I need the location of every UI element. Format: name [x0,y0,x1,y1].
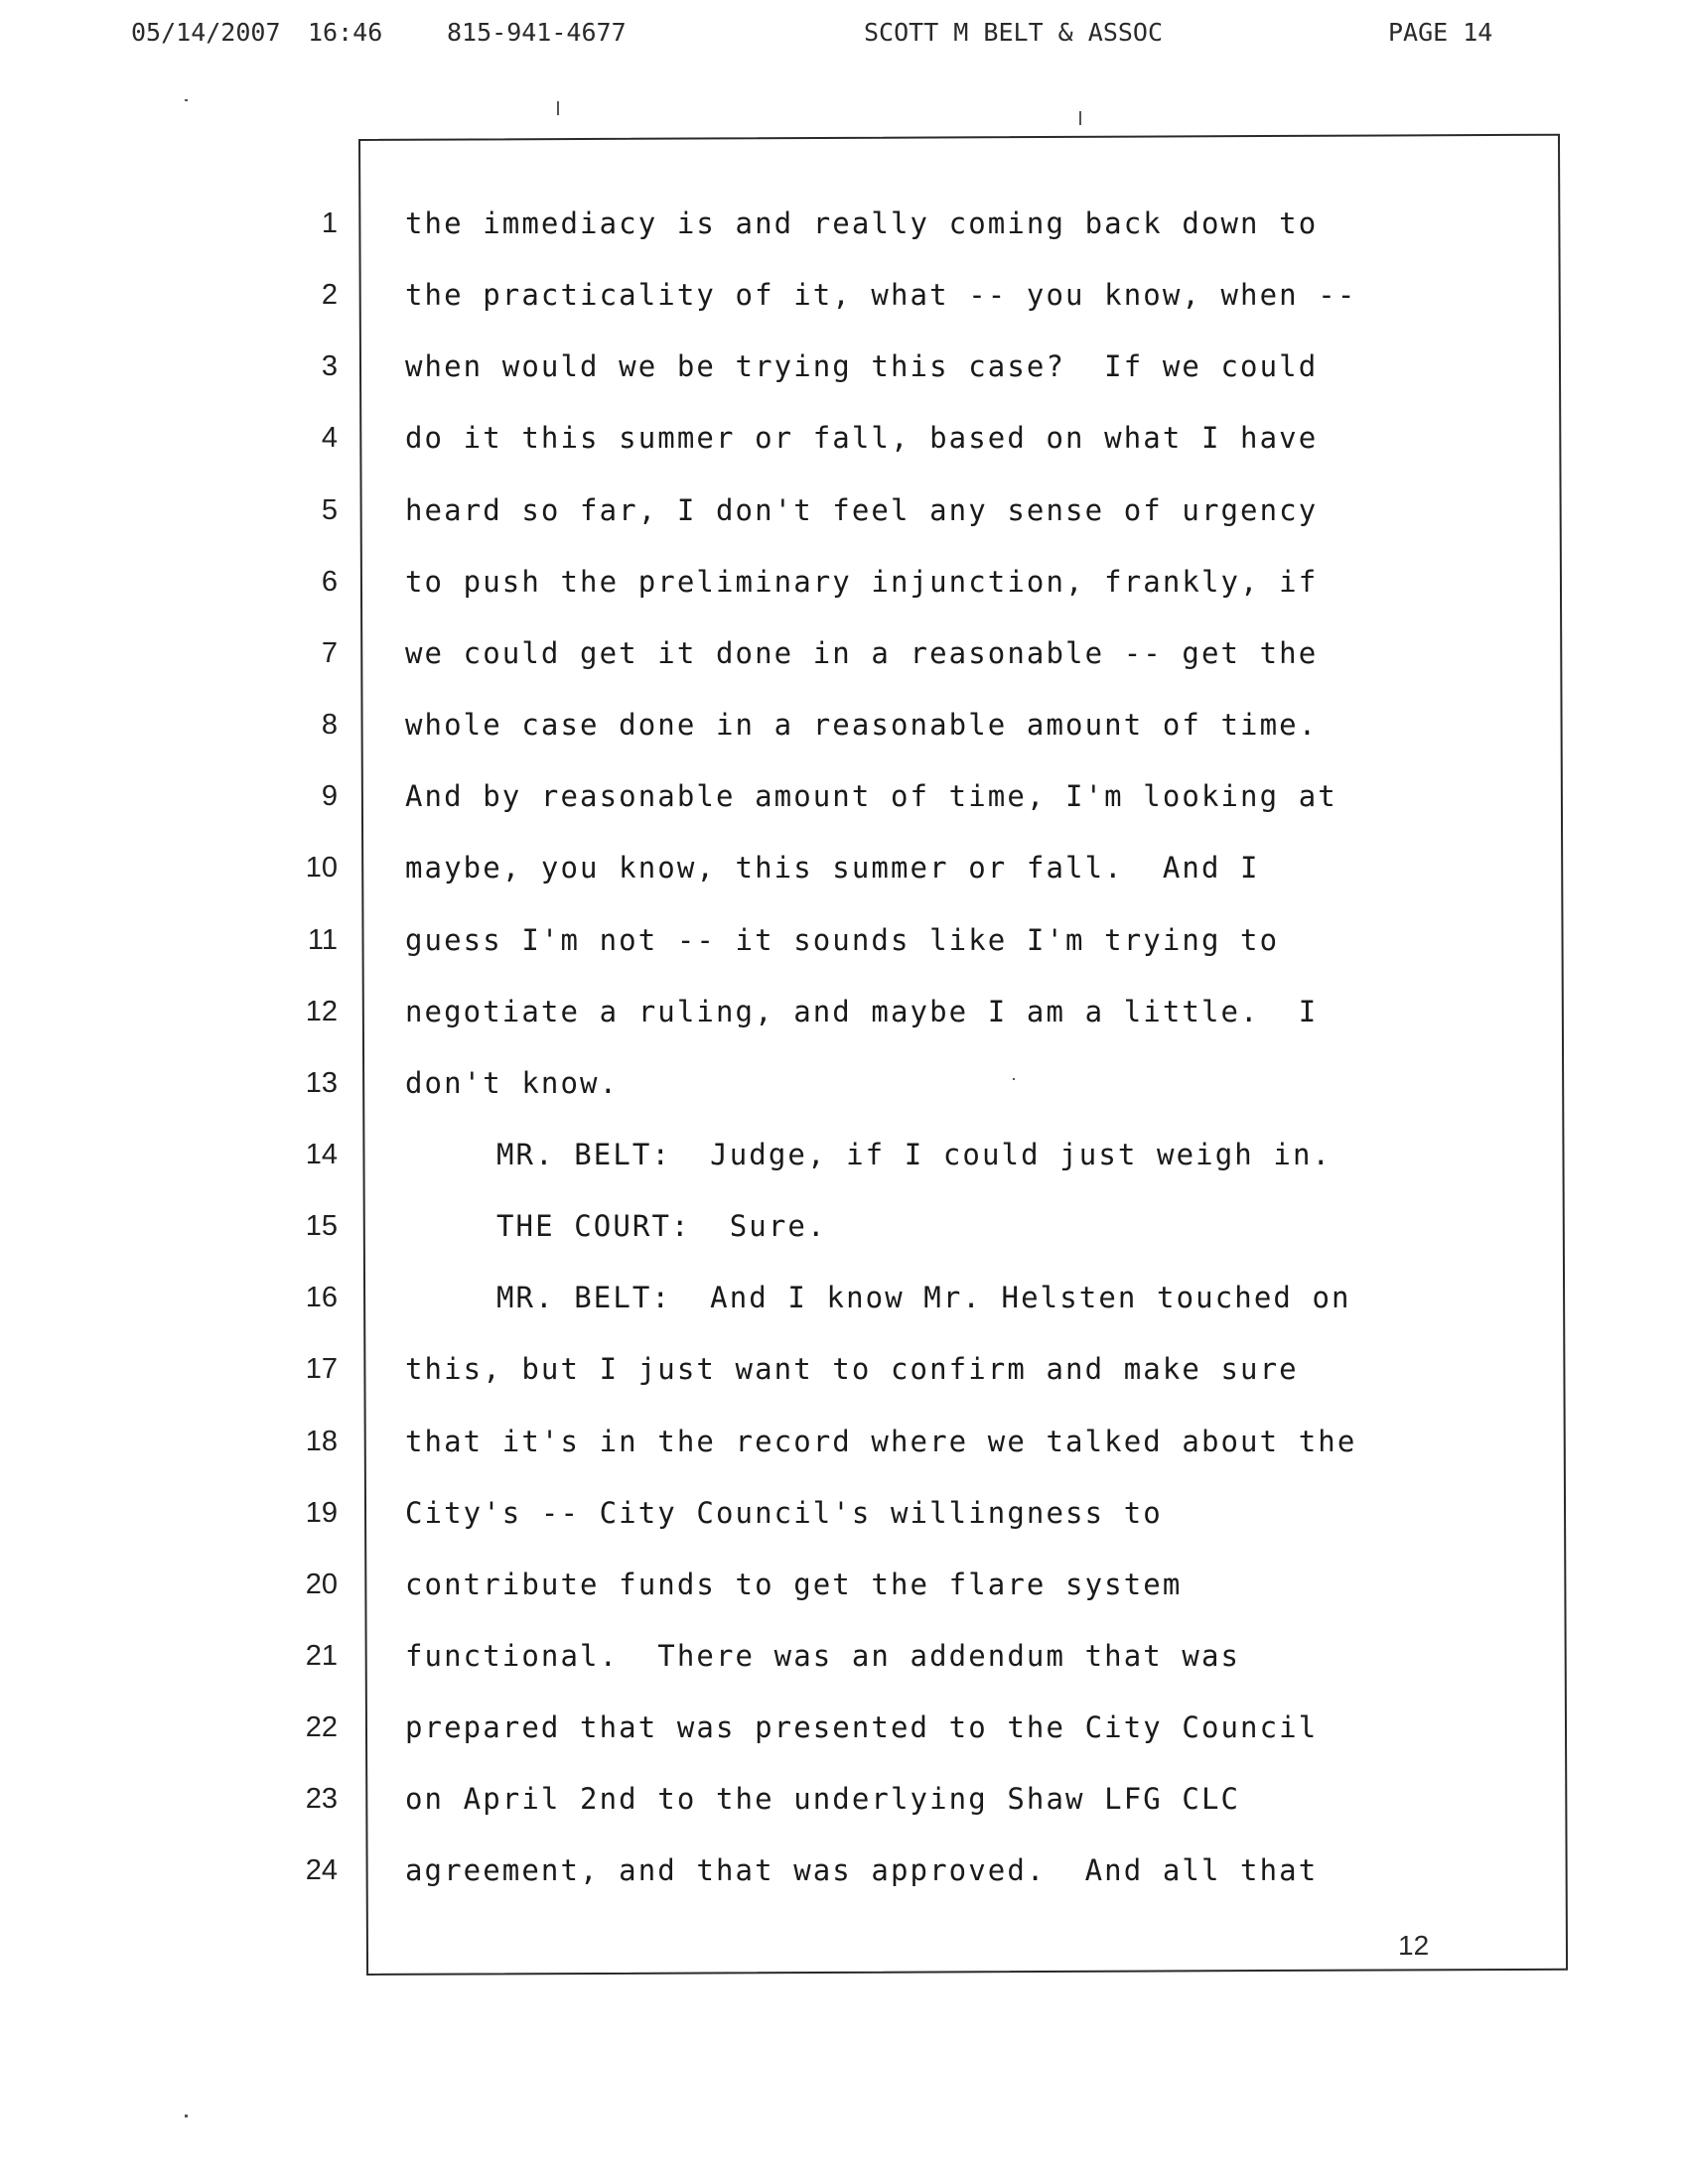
fax-header [0,18,1684,58]
line-number: 1 [321,207,338,239]
transcript-line: And by reasonable amount of time, I'm looking at [405,779,1337,814]
line-number: 24 [305,1854,338,1887]
transcript-page-frame [358,134,1568,1976]
transcript-line: MR. BELT: Judge, if I could just weigh in. [496,1137,1333,1171]
line-number: 10 [305,852,338,885]
fax-company: SCOTT M BELT & ASSOC [864,18,1164,47]
line-number: 19 [305,1496,338,1529]
line-number: 3 [321,350,338,383]
line-number: 6 [321,565,338,598]
line-number: 12 [305,995,338,1027]
transcript-line: City's -- City Council's willingness to [405,1495,1163,1530]
transcript-line: we could get it done in a reasonable -- get the [405,635,1319,670]
transcript-line: to push the preliminary injunction, frankly, if [405,564,1319,599]
line-number: 9 [321,780,338,813]
scan-speck [557,101,559,115]
line-number: 4 [321,422,338,455]
fax-time: 16:46 [308,18,383,47]
scan-speck [1079,111,1081,125]
line-number: 18 [305,1425,338,1457]
line-number: 5 [321,493,338,526]
line-number: 17 [305,1353,338,1386]
fax-date: 05/14/2007 [131,18,281,47]
transcript-line: guess I'm not -- it sounds like I'm trying to [405,922,1280,957]
transcript-page-number: 12 [1398,1930,1430,1961]
line-number: 11 [307,923,338,956]
line-number: 15 [305,1210,338,1243]
transcript-line: functional. There was an addendum that was [405,1639,1241,1673]
line-number: 13 [305,1066,338,1099]
scan-speck [185,99,188,101]
transcript-line: THE COURT: Sure. [496,1209,827,1244]
transcript-line: the immediacy is and really coming back down to [405,206,1319,240]
line-number: 22 [305,1711,338,1744]
transcript-line: this, but I just want to confirm and make sure [405,1352,1299,1387]
transcript-line: do it this summer or fall, based on what I have [405,421,1319,456]
line-number: 2 [321,279,338,312]
line-number: 21 [305,1640,338,1672]
line-number: 20 [305,1568,338,1600]
transcript-line: maybe, you know, this summer or fall. And I [405,851,1260,886]
transcript-line: MR. BELT: And I know Mr. Helsten touched on [496,1281,1351,1315]
transcript-line: heard so far, I don't feel any sense of urgency [405,492,1319,527]
transcript-line: that it's in the record where we talked about the [405,1424,1357,1458]
line-number: 23 [305,1783,338,1816]
transcript-line: when would we be trying this case? If we could [405,349,1319,384]
transcript-line: the practicality of it, what -- you know, when -- [405,278,1357,313]
transcript-line: whole case done in a reasonable amount of time. [405,708,1319,743]
transcript-line: contribute funds to get the flare system [405,1567,1183,1601]
fax-phone: 815-941-4677 [447,18,627,47]
scan-speck [185,2115,188,2117]
transcript-line: don't know. [405,1065,620,1100]
fax-page-label: PAGE 14 [1388,18,1493,47]
line-number: 7 [321,636,338,669]
transcript-line: negotiate a ruling, and maybe I am a little. I [405,994,1319,1028]
transcript-line: prepared that was presented to the City Council [405,1710,1319,1745]
line-number: 8 [321,709,338,742]
transcript-line: agreement, and that was approved. And all that [405,1853,1319,1888]
line-number: 14 [305,1138,338,1170]
transcript-line: on April 2nd to the underlying Shaw LFG CLC [405,1782,1241,1817]
line-number: 16 [305,1282,338,1314]
